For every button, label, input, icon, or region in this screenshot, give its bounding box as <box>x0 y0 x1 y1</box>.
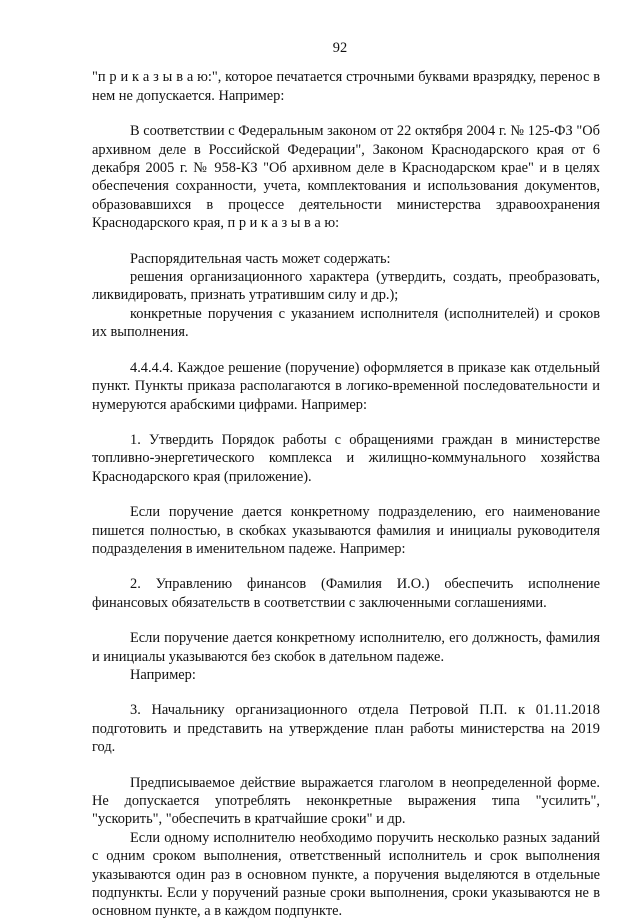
paragraph-example-item-2: 2. Управлению финансов (Фамилия И.О.) обеспечить исполнение финансовых обязательств в соответствии с заключенными соглашениями. <box>92 576 600 611</box>
paragraph-specific-assignments: конкретные поручения с указанием исполнителя (исполнителей) и сроков их выполнения. <box>92 305 600 341</box>
paragraph-for-example: Например: <box>130 666 196 683</box>
paragraph-example-item-1: 1. Утвердить Порядок работы с обращениями граждан в министерстве топливно-энергетического комплекса и жилищно-коммунального хозяйства Краснодарского края (приложение). <box>92 431 600 485</box>
paragraph-department-assignment: Если поручение дается конкретному подразделению, его наименование пишется полностью, в скобках указываются фамилия и инициалы руководителя подразделения в именительном падеже. Например: <box>92 504 600 557</box>
paragraph-dispositive-part: Распорядительная часть может содержать: <box>130 250 391 267</box>
paragraph-example-item-3: 3. Начальнику организационного отдела Петровой П.П. к 01.11.2018 подготовить и представить на утверждение план работы министерства на 2019 год. <box>92 702 600 756</box>
paragraph-example-preamble: В соответствии с Федеральным законом от 22 октября 2004 г. № 125-ФЗ "Об архивном деле в Российской Федерации", Законом Краснодарского края от 6 декабря 2005 г. № 958-КЗ "Об архивном деле в Краснодарском крае" и в целях обеспечения сохранности, учета, комплектования и использования документов, образовавшихся в процессе деятельности министерства здравоохранения Краснодарского края, п р и к а з ы в а ю: <box>92 123 600 232</box>
paragraph-organizational-decisions: решения организационного характера (утвердить, создать, преобразовать, ликвидировать, признать утратившим силу и др.); <box>92 269 600 304</box>
paragraph-multiple-tasks: Если одному исполнителю необходимо поручить несколько разных заданий с одним сроком выполнения, ответственный исполнитель и срок выполнения указываются один раз в основном пункте, а поручения выделяются в отдельные подпункты. Если у поручений разные сроки выполнения, сроки указываются не в основном пункте, а в каждом подпункте. <box>92 829 600 920</box>
paragraph-prikazyvayu-note: "п р и к а з ы в а ю:", которое печатается строчными буквами вразрядку, перенос в нем не допускается. Например: <box>92 69 600 104</box>
paragraph-prescribed-action: Предписываемое действие выражается глаголом в неопределенной форме. Не допускается употреблять неконкретные выражения типа "усилить", "ускорить", "обеспечить в кратчайшие сроки" и др. <box>92 774 600 828</box>
page-number: 92 <box>332 40 348 56</box>
paragraph-section-4-4-4-4: 4.4.4.4. Каждое решение (поручение) оформляется в приказе как отдельный пункт. Пункты приказа располагаются в логико-временной последовательности и нумеруются арабскими цифрами. Например: <box>92 359 600 413</box>
paragraph-executor-assignment: Если поручение дается конкретному исполнителю, его должность, фамилия и инициалы указываются без скобок в дательном падеже. <box>92 630 600 665</box>
